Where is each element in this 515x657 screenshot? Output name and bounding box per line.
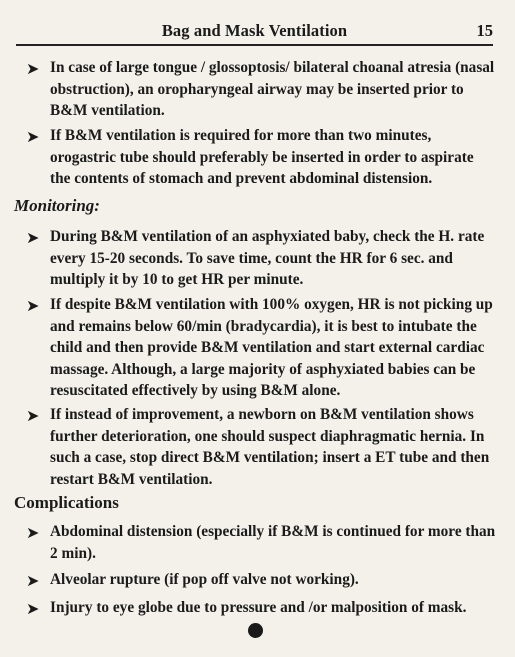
bullet-arrow-icon: ➤	[26, 59, 40, 78]
list-item: If instead of improvement, a newborn on B&M ventilation shows further deterioration, one should suspect diaphragmatic hernia. In such a case, stop direct B&M ventilation; insert a ET tube and then restart B&M ventilation.	[50, 406, 490, 488]
running-title: Bag and Mask Ventilation	[161, 21, 348, 40]
list-item: Abdominal distension (especially if B&M is continued for more than 2 min).	[50, 523, 496, 562]
list-item: If B&M ventilation is required for more than two minutes, orogastric tube should preferably be inserted in order to aspirate the contents of stomach and prevent abdominal distension.	[50, 127, 474, 188]
bullet-arrow-icon: ➤	[26, 571, 40, 590]
list-item: Alveolar rupture (if pop off valve not working).	[50, 571, 359, 588]
list-item: In case of large tongue / glossoptosis/ bilateral choanal atresia (nasal obstruction), an oropharyngeal airway may be inserted prior to B&M ventilation.	[50, 59, 495, 120]
page-number: 15	[476, 21, 493, 40]
list-item: If despite B&M ventilation with 100% oxygen, HR is not picking up and remains below 60/min (bradycardia), it is best to intubate the child and then provide B&M ventilation and start external cardiac massage. Although, a large majority of asphyxiated babies can be resuscitated effectively by using B&M alone.	[50, 296, 493, 400]
bullet-arrow-icon: ➤	[26, 523, 40, 542]
bullet-arrow-icon: ➤	[26, 228, 40, 247]
list-item: During B&M ventilation of an asphyxiated baby, check the H. rate every 15-20 seconds. To save time, count the HR for 6 sec. and multiply it by 10 to get HR per minute.	[50, 228, 485, 289]
end-mark-dot	[248, 623, 263, 638]
section-heading-monitoring: Monitoring:	[14, 196, 100, 215]
bullet-arrow-icon: ➤	[26, 127, 40, 146]
bullet-arrow-icon: ➤	[26, 599, 40, 618]
bullet-arrow-icon: ➤	[26, 296, 40, 315]
page-header	[16, 14, 493, 46]
section-heading-complications: Complications	[14, 493, 119, 512]
bullet-arrow-icon: ➤	[26, 406, 40, 425]
list-item: Injury to eye globe due to pressure and /or malposition of mask.	[50, 599, 467, 616]
